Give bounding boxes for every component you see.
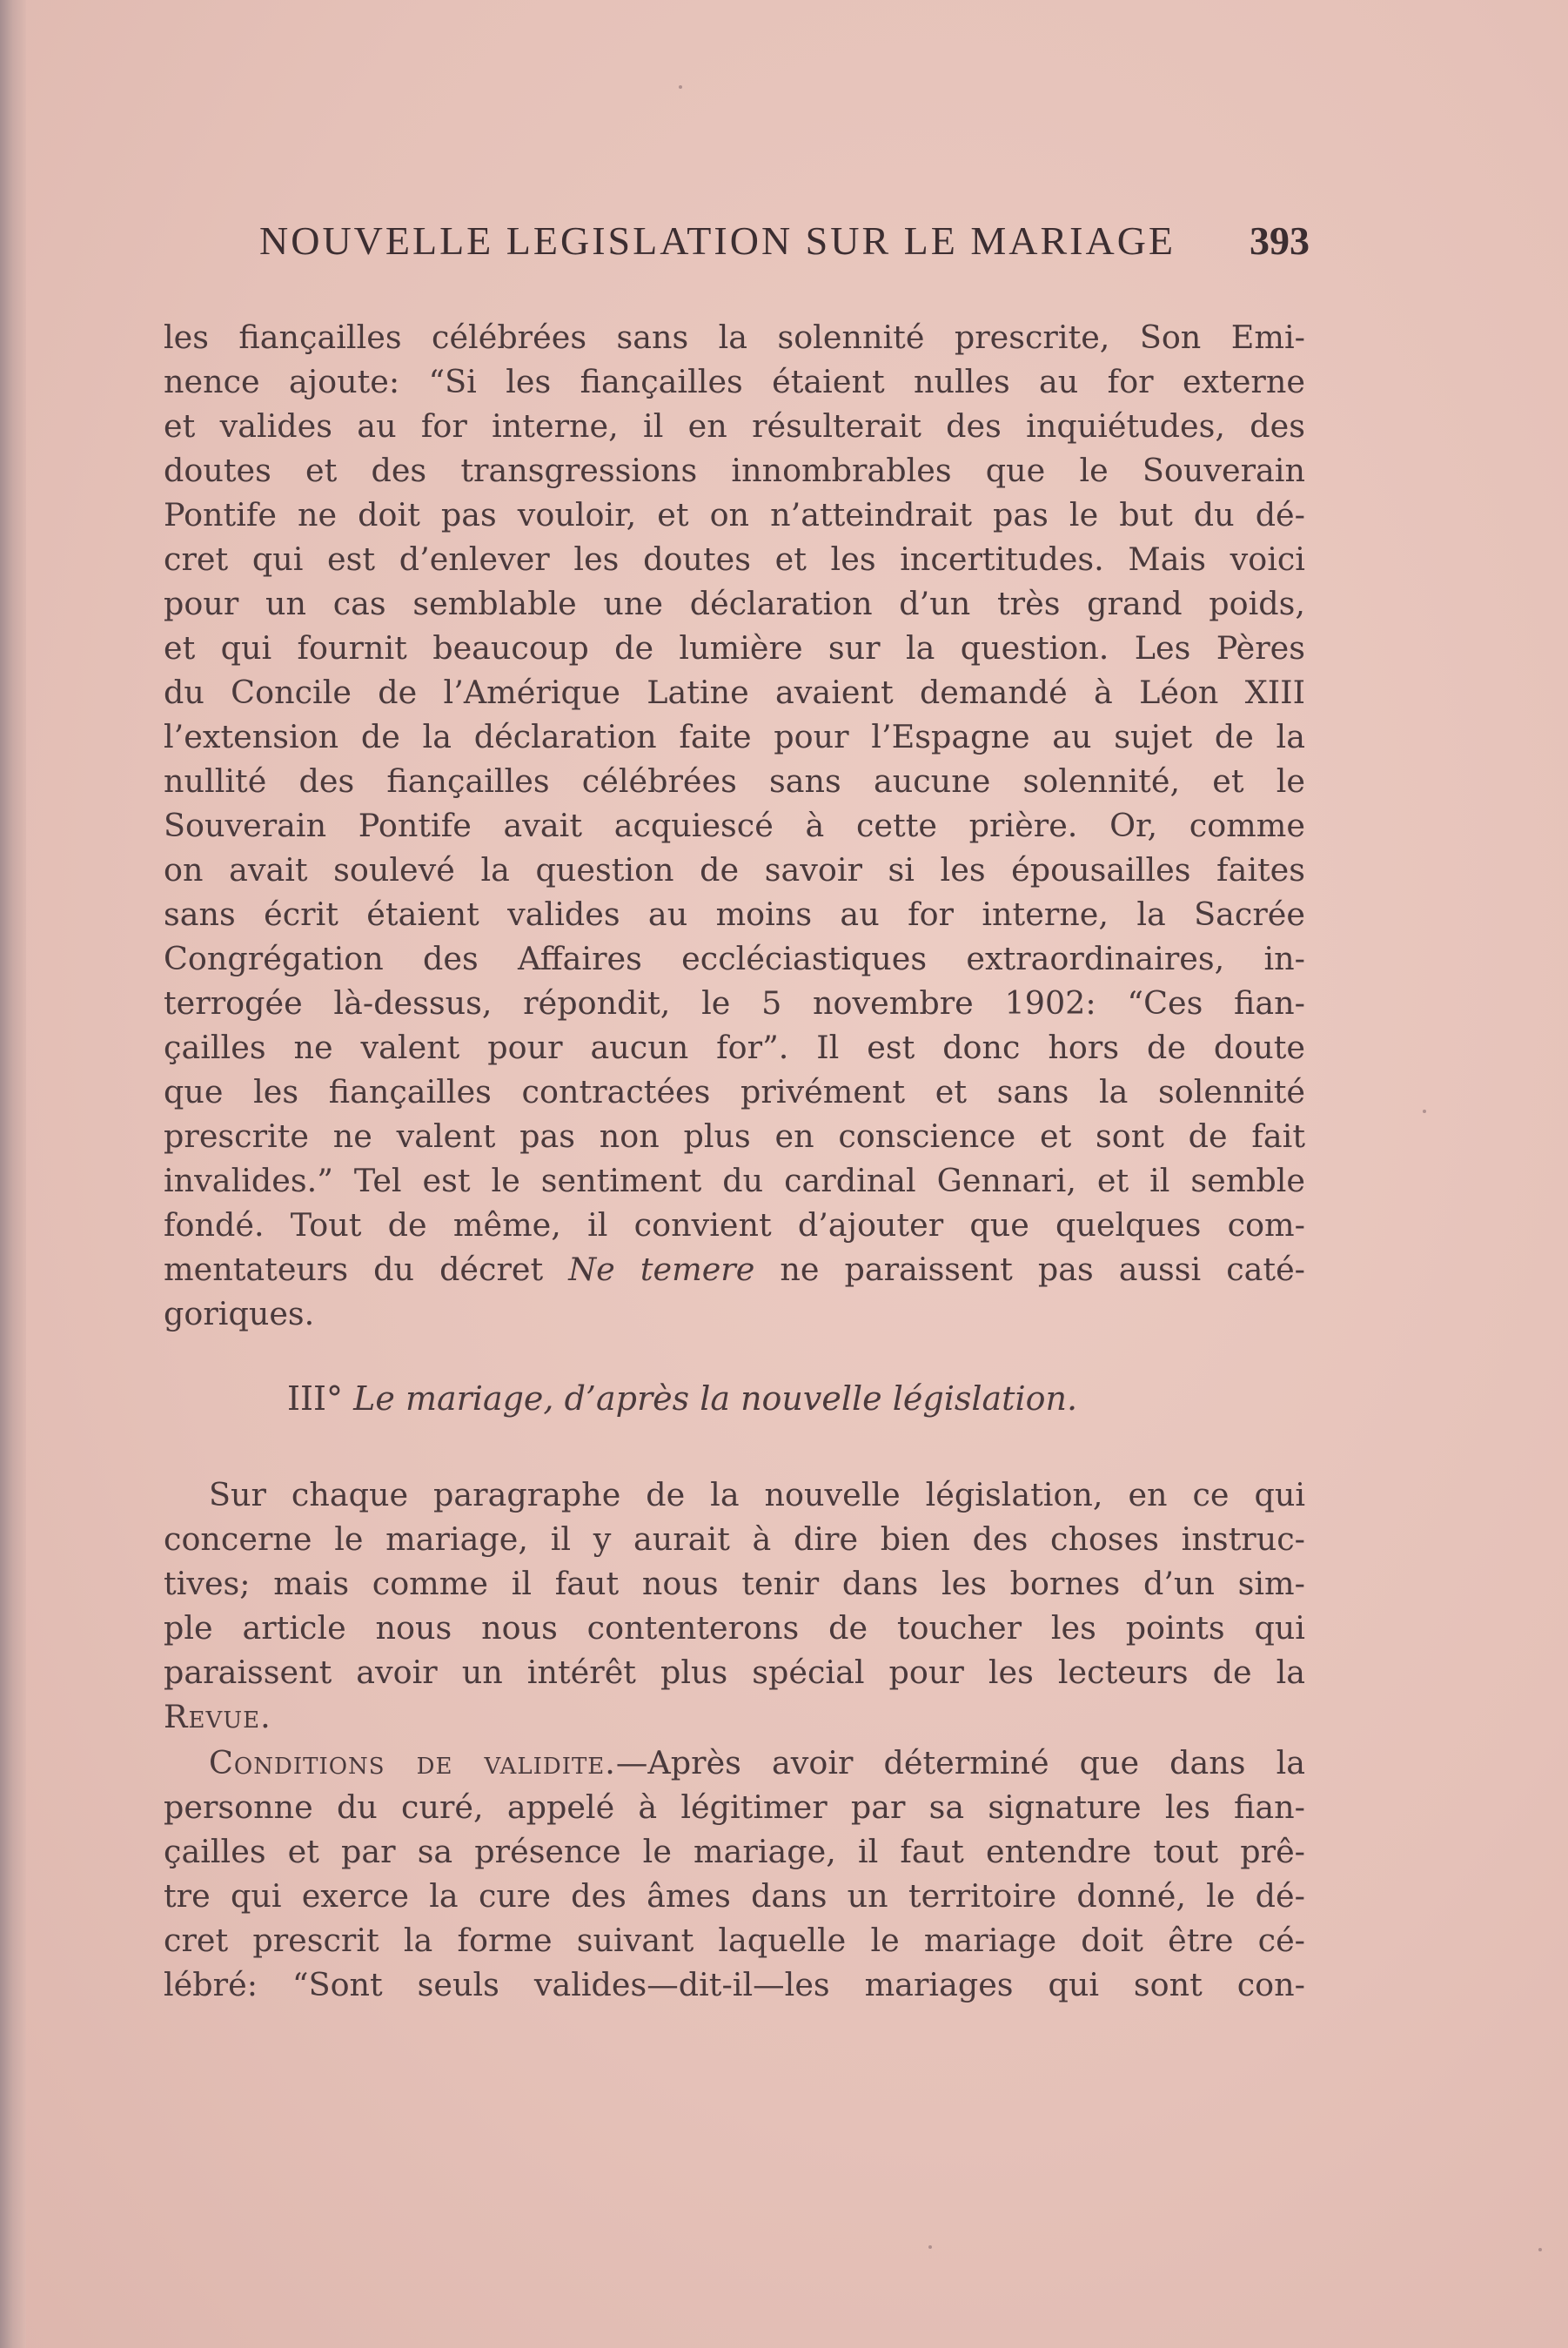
text-line: et qui fournit beaucoup de lumière sur la question. Les Pères [164, 629, 1305, 667]
text-line-with-italic [164, 1247, 1305, 1291]
text-line: paraissent avoir un intérêt plus spécial pour les lecteurs de la [164, 1654, 1305, 1691]
text-line: prescrite ne valent pas non plus en conscience et sont de fait [164, 1117, 1305, 1155]
paper-speck [679, 85, 682, 89]
text-line: Congrégation des Affaires eccléciastiques extraordinaires, in- [164, 940, 1305, 977]
text-line: nullité des fiançailles célébrées sans aucune solennité, et le [164, 762, 1305, 800]
text-line: lébré: “Sont seuls valides—dit-il—les mariages qui sont con- [164, 1966, 1305, 2003]
paper-speck [1423, 1110, 1426, 1113]
section-numeral: III° [287, 1379, 344, 1418]
text-fragment: mentateurs du décret [164, 1251, 569, 1288]
running-title: NOUVELLE LEGISLATION SUR LE MARIAGE [259, 218, 1176, 263]
text-line: Pontife ne doit pas vouloir, et on n’atteindrait pas le but du dé- [164, 496, 1305, 533]
text-line: tre qui exerce la cure des âmes dans un territoire donné, le dé- [164, 1877, 1305, 1915]
text-line: du Concile de l’Amérique Latine avaient demandé à Léon XIII [164, 674, 1305, 711]
text-line: nence ajoute: “Si les fiançailles étaient nulles au for externe [164, 363, 1305, 400]
text-line: cret qui est d’enlever les doutes et les incertitudes. Mais voici [164, 540, 1305, 578]
section-heading [287, 1379, 1077, 1418]
text-line: pour un cas semblable une déclaration d’un très grand poids, [164, 585, 1305, 622]
section-title: Le mariage, d’après la nouvelle législation. [353, 1379, 1078, 1418]
running-head [259, 218, 1310, 270]
text-line: Revue. [164, 1698, 271, 1735]
text-line: cret prescrit la forme suivant laquelle le mariage doit être cé- [164, 1922, 1305, 1959]
paper-speck [1538, 2248, 1542, 2251]
text-line: doutes et des transgressions innombrables que le Souverain [164, 452, 1305, 489]
text-line: ple article nous nous contenterons de toucher les points qui [164, 1609, 1305, 1647]
text-line: tives; mais comme il faut nous tenir dans les bornes d’un sim- [164, 1565, 1305, 1602]
page-number: 393 [1250, 218, 1310, 263]
text-line: Souverain Pontife avait acquiescé à cette prière. Or, comme [164, 807, 1305, 844]
text-line: concerne le mariage, il y aurait à dire bien des choses instruc- [164, 1520, 1305, 1558]
text-line: fondé. Tout de même, il convient d’ajouter que quelques com- [164, 1206, 1305, 1244]
text-fragment: —Après avoir déterminé que dans la [615, 1744, 1306, 1781]
decree-title: Ne temere [568, 1251, 755, 1288]
paragraph-2 [164, 1473, 1305, 1739]
text-line: invalides.” Tel est le sentiment du cardinal Gennari, et il semble [164, 1162, 1305, 1199]
text-line: goriques. [164, 1295, 315, 1332]
text-line: çailles ne valent pour aucun for”. Il est donc hors de doute [164, 1029, 1305, 1066]
text-line: çailles et par sa présence le mariage, il faut entendre tout prê- [164, 1833, 1305, 1870]
text-line: on avait soulevé la question de savoir si les épousailles faites [164, 851, 1305, 889]
text-line: et valides au for interne, il en résulterait des inquiétudes, des [164, 407, 1305, 445]
binding-edge [0, 0, 26, 2348]
text-line: personne du curé, appelé à légitimer par sa signature les fian- [164, 1788, 1305, 1826]
text-line: l’extension de la déclaration faite pour l’Espagne au sujet de la [164, 718, 1305, 755]
paragraph-3 [164, 1741, 1305, 2007]
text-line: Sur chaque paragraphe de la nouvelle législation, en ce qui [209, 1476, 1305, 1513]
paper-speck [928, 2245, 932, 2249]
paragraph-lead: Conditions de validite. [209, 1744, 616, 1781]
text-fragment: ne paraissent pas aussi caté- [754, 1251, 1306, 1288]
text-line: terrogée là-dessus, répondit, le 5 novembre 1902: “Ces fian- [164, 984, 1305, 1022]
text-line: que les fiançailles contractées privément et sans la solennité [164, 1073, 1305, 1110]
text-line: sans écrit étaient valides au moins au for interne, la Sacrée [164, 896, 1305, 933]
text-line [164, 1741, 1305, 1785]
text-line: les fiançailles célébrées sans la solennité prescrite, Son Emi- [164, 319, 1305, 356]
paragraph-1 [164, 315, 1305, 1336]
